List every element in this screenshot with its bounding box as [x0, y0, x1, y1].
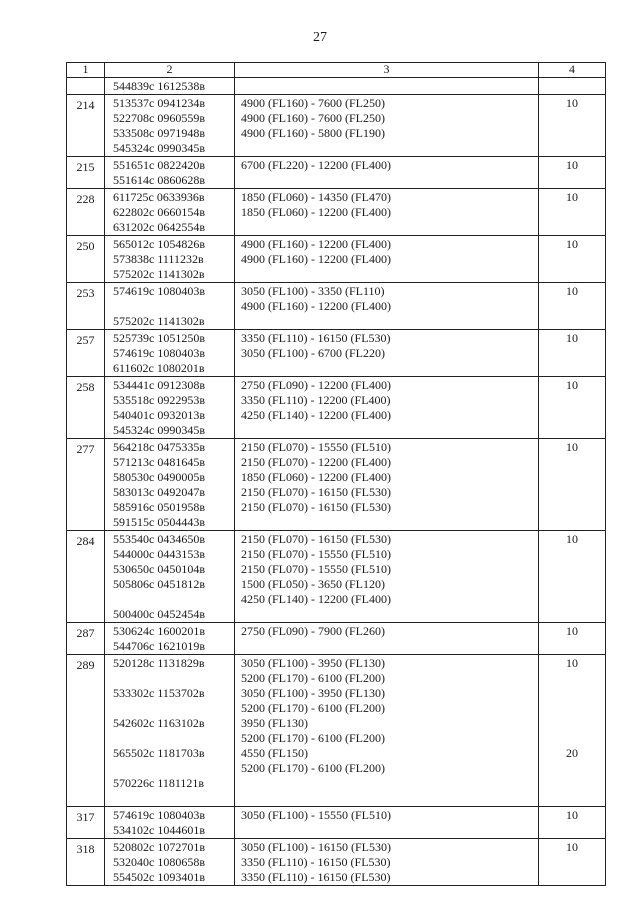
altitude-line: 1850 (FL060) - 12200 (FL400): [241, 470, 391, 484]
table-row: [67, 377, 606, 439]
coordinate-line: 542602с 1163102в: [113, 716, 205, 730]
altitude-line: 3050 (FL100) - 16150 (FL530): [241, 840, 391, 854]
altitude-cell: [235, 330, 539, 377]
column-header-2: 2: [105, 63, 235, 78]
value-cell: [539, 283, 606, 330]
coordinate-line: 583013с 0492047в: [113, 485, 205, 499]
altitude-line: 2750 (FL090) - 7900 (FL260): [241, 624, 385, 638]
altitude-line: 3350 (FL110) - 16150 (FL530): [241, 870, 391, 884]
altitude-cell: [235, 78, 539, 95]
coordinate-line: 532040с 1080658в: [113, 855, 205, 869]
coordinate-line: 573838с 1111232в: [113, 252, 204, 266]
coordinates-cell: [105, 439, 235, 531]
coordinate-line: 544839с 1612538в: [113, 79, 205, 93]
altitude-line: 2150 (FL070) - 16150 (FL530): [241, 532, 391, 546]
altitude-line: 3350 (FL110) - 16150 (FL530): [241, 855, 391, 869]
altitude-cell: [235, 623, 539, 655]
altitude-line: 4900 (FL160) - 7600 (FL250): [241, 96, 385, 110]
coordinate-line: 530624с 1600201в: [113, 624, 205, 638]
airspace-table: [66, 62, 606, 886]
coordinate-line: 574619с 1080403в: [113, 284, 205, 298]
zone-number: 284: [67, 531, 105, 623]
coordinate-line: 500400с 0452454в: [113, 607, 205, 621]
value-line: 10: [566, 190, 578, 204]
table-row: [67, 623, 606, 655]
value-line: [539, 731, 605, 746]
table-body: [67, 78, 606, 886]
value-line: 10: [566, 331, 578, 345]
table-row: [67, 839, 606, 886]
coordinate-line: 585916с 0501958в: [113, 500, 205, 514]
zone-number: 228: [67, 189, 105, 236]
coordinates-cell: [105, 157, 235, 189]
coordinate-line: 520802с 1072701в: [113, 840, 205, 854]
coordinate-line: 575202с 1141302в: [113, 267, 205, 281]
coordinates-cell: [105, 655, 235, 807]
altitude-line: 1500 (FL050) - 3650 (FL120): [241, 577, 385, 591]
coordinate-line: [113, 671, 234, 686]
coordinate-line: [113, 761, 234, 776]
zone-number: 253: [67, 283, 105, 330]
value-line: 10: [566, 237, 578, 251]
coordinate-line: 534441с 0912308в: [113, 378, 205, 392]
coordinate-line: 545324с 0990345в: [113, 423, 205, 437]
coordinate-line: [113, 791, 234, 806]
coordinate-line: 611725с 0633936в: [113, 190, 205, 204]
zone-number: 287: [67, 623, 105, 655]
coordinate-line: 574619с 1080403в: [113, 808, 205, 822]
coordinate-line: 553540с 0434650в: [113, 532, 205, 546]
altitude-cell: [235, 95, 539, 157]
value-line: 10: [566, 284, 578, 298]
coordinates-cell: [105, 623, 235, 655]
coordinate-line: 535518с 0922953в: [113, 393, 205, 407]
value-cell: [539, 189, 606, 236]
coordinate-line: 522708с 0960559в: [113, 111, 205, 125]
altitude-line: 4550 (FL150): [241, 746, 308, 760]
coordinate-line: 534102с 1044601в: [113, 823, 205, 837]
altitude-cell: [235, 236, 539, 283]
altitude-line: 3350 (FL110) - 16150 (FL530): [241, 331, 391, 345]
coordinate-line: 565012с 1054826в: [113, 237, 205, 251]
altitude-line: 4250 (FL140) - 12200 (FL400): [241, 592, 391, 606]
value-line: [539, 716, 605, 731]
value-cell: [539, 439, 606, 531]
coordinate-line: 580530с 0490005в: [113, 470, 205, 484]
coordinate-line: 564218с 0475335в: [113, 440, 205, 454]
coordinate-line: [113, 592, 234, 607]
altitude-cell: [235, 807, 539, 839]
coordinates-cell: [105, 330, 235, 377]
table-row: [67, 189, 606, 236]
coordinate-line: 505806с 0451812в: [113, 577, 205, 591]
altitude-line: 4900 (FL160) - 5800 (FL190): [241, 126, 385, 140]
value-cell: [539, 623, 606, 655]
table-row: [67, 330, 606, 377]
zone-number: 250: [67, 236, 105, 283]
altitude-line: 1850 (FL060) - 14350 (FL470): [241, 190, 391, 204]
altitude-line: 4900 (FL160) - 12200 (FL400): [241, 237, 391, 251]
altitude-cell: [235, 655, 539, 807]
altitude-line: 3950 (FL130): [241, 716, 308, 730]
value-line: 10: [566, 656, 578, 670]
table-row: [67, 95, 606, 157]
value-line: 10: [566, 378, 578, 392]
altitude-cell: [235, 839, 539, 886]
altitude-cell: [235, 439, 539, 531]
value-cell: [539, 330, 606, 377]
coordinate-line: 544706с 1621019в: [113, 639, 205, 653]
altitude-line: 5200 (FL170) - 6100 (FL200): [241, 731, 385, 745]
value-line: [539, 686, 605, 701]
coordinates-cell: [105, 839, 235, 886]
coordinates-cell: [105, 531, 235, 623]
value-line: [539, 701, 605, 716]
altitude-line: 2150 (FL070) - 12200 (FL400): [241, 455, 391, 469]
coordinate-line: 551651с 0822420в: [113, 158, 205, 172]
value-cell: [539, 78, 606, 95]
coordinate-line: 533508с 0971948в: [113, 126, 205, 140]
coordinate-line: [113, 731, 234, 746]
altitude-cell: [235, 377, 539, 439]
coordinate-line: 622802с 0660154в: [113, 205, 205, 219]
table-row: [67, 283, 606, 330]
coordinate-line: 513537с 0941234в: [113, 96, 205, 110]
value-cell: [539, 157, 606, 189]
value-cell: [539, 807, 606, 839]
table-row: [67, 236, 606, 283]
coordinate-line: 540401с 0932013в: [113, 408, 205, 422]
zone-number: 318: [67, 839, 105, 886]
altitude-line: 4900 (FL160) - 12200 (FL400): [241, 252, 391, 266]
table-row: [67, 439, 606, 531]
altitude-line: 2150 (FL070) - 16150 (FL530): [241, 500, 391, 514]
zone-number: 257: [67, 330, 105, 377]
coordinates-cell: [105, 236, 235, 283]
value-line: 10: [566, 624, 578, 638]
coordinate-line: 533302с 1153702в: [113, 686, 205, 700]
zone-number: 277: [67, 439, 105, 531]
column-header-4: 4: [539, 63, 606, 78]
altitude-line: 3050 (FL100) - 15550 (FL510): [241, 808, 391, 822]
altitude-line: 2150 (FL070) - 16150 (FL530): [241, 485, 391, 499]
coordinate-line: 520128с 1131829в: [113, 656, 205, 670]
altitude-line: 4900 (FL160) - 7600 (FL250): [241, 111, 385, 125]
table-row: [67, 807, 606, 839]
table-row: [67, 78, 606, 95]
coordinate-line: 544000с 0443153в: [113, 547, 205, 561]
value-cell: [539, 839, 606, 886]
altitude-line: 2150 (FL070) - 15550 (FL510): [241, 562, 391, 576]
altitude-cell: [235, 189, 539, 236]
altitude-line: 5200 (FL170) - 6100 (FL200): [241, 671, 385, 685]
coordinate-line: 571213с 0481645в: [113, 455, 205, 469]
coordinate-line: [113, 701, 234, 716]
altitude-line: 4900 (FL160) - 12200 (FL400): [241, 299, 391, 313]
altitude-cell: [235, 531, 539, 623]
value-cell: [539, 95, 606, 157]
value-cell: [539, 531, 606, 623]
value-line: 10: [566, 808, 578, 822]
table-row: [67, 157, 606, 189]
table-row: [67, 531, 606, 623]
altitude-line: 2150 (FL070) - 15550 (FL510): [241, 440, 391, 454]
value-line: 10: [566, 440, 578, 454]
coordinate-line: 551614с 0860628в: [113, 173, 205, 187]
page-number: 27: [313, 30, 327, 45]
table-row: [67, 655, 606, 807]
altitude-line: 5200 (FL170) - 6100 (FL200): [241, 761, 385, 775]
zone-number: [67, 78, 105, 95]
altitude-line: 2750 (FL090) - 12200 (FL400): [241, 378, 391, 392]
value-cell: [539, 655, 606, 807]
value-line: 10: [566, 532, 578, 546]
coordinate-line: 574619с 1080403в: [113, 346, 205, 360]
altitude-line: 3050 (FL100) - 6700 (FL220): [241, 346, 385, 360]
coordinates-cell: [105, 807, 235, 839]
altitude-line: 3350 (FL110) - 12200 (FL400): [241, 393, 391, 407]
coordinate-line: 530650с 0450104в: [113, 562, 205, 576]
value-cell: [539, 236, 606, 283]
coordinate-line: [113, 299, 234, 314]
coordinates-cell: [105, 377, 235, 439]
altitude-line: 1850 (FL060) - 12200 (FL400): [241, 205, 391, 219]
value-line: 10: [566, 158, 578, 172]
coordinates-cell: [105, 95, 235, 157]
coordinate-line: 591515с 0504443в: [113, 515, 205, 529]
zone-number: 214: [67, 95, 105, 157]
altitude-cell: [235, 157, 539, 189]
coordinates-cell: [105, 283, 235, 330]
zone-number: 258: [67, 377, 105, 439]
coordinate-line: 611602с 1080201в: [113, 361, 205, 375]
column-header-1: 1: [67, 63, 105, 78]
coordinate-line: 565502с 1181703в: [113, 746, 205, 760]
altitude-line: 2150 (FL070) - 15550 (FL510): [241, 547, 391, 561]
coordinate-line: 631202с 0642554в: [113, 220, 205, 234]
value-cell: [539, 377, 606, 439]
zone-number: 289: [67, 655, 105, 807]
zone-number: 317: [67, 807, 105, 839]
coordinate-line: 545324с 0990345в: [113, 141, 205, 155]
value-line: 10: [566, 96, 578, 110]
altitude-line: 4250 (FL140) - 12200 (FL400): [241, 408, 391, 422]
value-line: [539, 671, 605, 686]
coordinate-line: 554502с 1093401в: [113, 870, 205, 884]
coordinates-cell: [105, 78, 235, 95]
altitude-line: 6700 (FL220) - 12200 (FL400): [241, 158, 391, 172]
value-line: 20: [566, 746, 578, 760]
altitude-line: 3050 (FL100) - 3950 (FL130): [241, 656, 385, 670]
coordinate-line: 575202с 1141302в: [113, 314, 205, 328]
coordinate-line: 525739с 1051250в: [113, 331, 205, 345]
zone-number: 215: [67, 157, 105, 189]
altitude-line: 3050 (FL100) - 3350 (FL110): [241, 284, 385, 298]
table-header-row: [67, 63, 606, 78]
altitude-line: 3050 (FL100) - 3950 (FL130): [241, 686, 385, 700]
altitude-line: 5200 (FL170) - 6100 (FL200): [241, 701, 385, 715]
coordinates-cell: [105, 189, 235, 236]
coordinate-line: 570226с 1181121в: [113, 776, 205, 790]
altitude-cell: [235, 283, 539, 330]
value-line: 10: [566, 840, 578, 854]
column-header-3: 3: [235, 63, 539, 78]
